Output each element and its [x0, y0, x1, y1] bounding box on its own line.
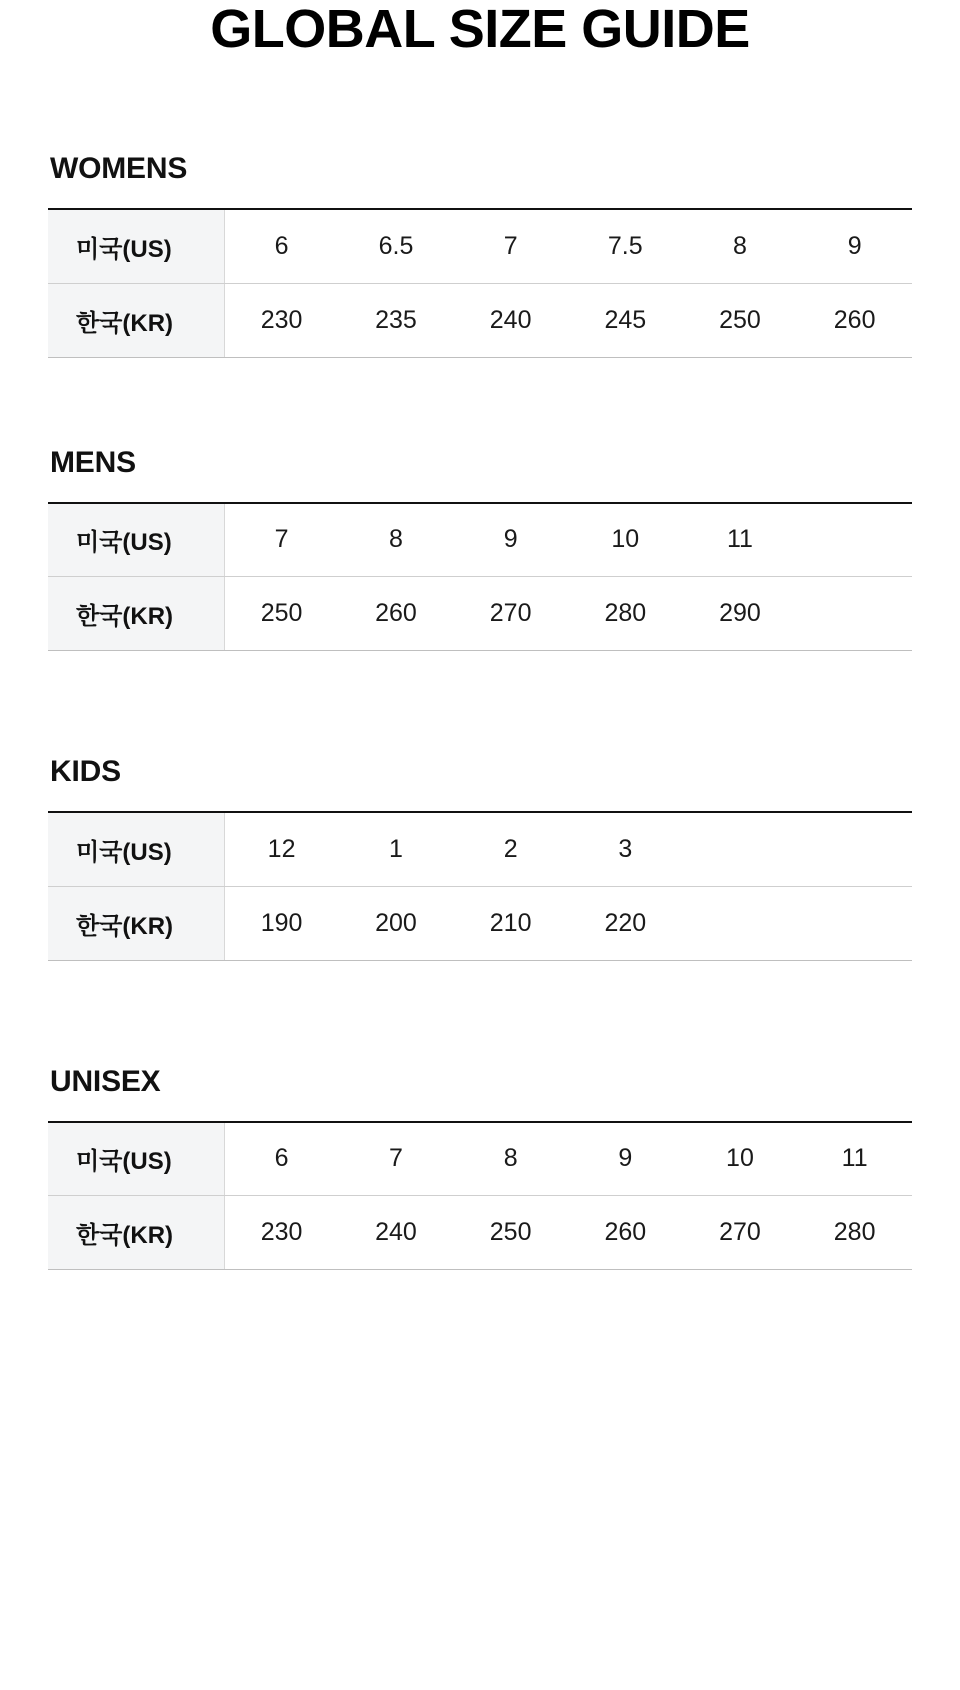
cell-value: 245 [568, 283, 683, 357]
cell-value: 2 [453, 812, 568, 886]
cell-value: 6 [224, 209, 339, 283]
table-row [48, 812, 912, 886]
cell-value: 11 [797, 1122, 912, 1196]
section-title-mens: MENS [50, 445, 136, 479]
title-spacer [48, 56, 912, 152]
row-label-us: 미국(US) [48, 1122, 224, 1196]
cell-value: 9 [568, 1122, 683, 1196]
cell-value [683, 886, 798, 960]
row-label-kr: 한국(KR) [48, 886, 224, 960]
size-table-kids [48, 811, 912, 961]
cell-value: 8 [453, 1122, 568, 1196]
row-label-us: 미국(US) [48, 812, 224, 886]
cell-value: 240 [453, 283, 568, 357]
cell-value: 290 [683, 577, 798, 651]
row-label-kr: 한국(KR) [48, 1196, 224, 1270]
cell-value: 7 [339, 1122, 454, 1196]
table-row [48, 577, 912, 651]
table-row [48, 886, 912, 960]
cell-value [797, 812, 912, 886]
cell-value: 240 [339, 1196, 454, 1270]
cell-value: 235 [339, 283, 454, 357]
cell-value: 7 [224, 503, 339, 577]
cell-value: 200 [339, 886, 454, 960]
cell-value: 260 [797, 283, 912, 357]
table-row [48, 503, 912, 577]
section-spacer [48, 358, 912, 446]
cell-value: 7 [453, 209, 568, 283]
cell-value: 270 [683, 1196, 798, 1270]
cell-value [683, 812, 798, 886]
section-mens [48, 446, 912, 652]
cell-value: 230 [224, 283, 339, 357]
cell-value: 6 [224, 1122, 339, 1196]
size-table-unisex [48, 1121, 912, 1271]
row-label-us: 미국(US) [48, 503, 224, 577]
cell-value: 10 [683, 1122, 798, 1196]
cell-value: 260 [339, 577, 454, 651]
cell-value: 260 [568, 1196, 683, 1270]
cell-value: 190 [224, 886, 339, 960]
cell-value: 10 [568, 503, 683, 577]
section-spacer [48, 961, 912, 1065]
cell-value: 250 [453, 1196, 568, 1270]
cell-value: 12 [224, 812, 339, 886]
section-title-kids: KIDS [50, 755, 121, 788]
row-label-us: 미국(US) [48, 209, 224, 283]
cell-value: 3 [568, 812, 683, 886]
section-title-unisex: UNISEX [50, 1064, 161, 1098]
table-row [48, 209, 912, 283]
row-label-kr: 한국(KR) [48, 283, 224, 357]
cell-value: 250 [683, 283, 798, 357]
cell-value: 270 [453, 577, 568, 651]
section-womens [48, 152, 912, 358]
cell-value: 7.5 [568, 209, 683, 283]
cell-value [797, 577, 912, 651]
cell-value: 9 [453, 503, 568, 577]
size-table-womens [48, 208, 912, 358]
cell-value [797, 503, 912, 577]
table-row [48, 283, 912, 357]
cell-value: 280 [568, 577, 683, 651]
section-kids [48, 755, 912, 961]
cell-value: 220 [568, 886, 683, 960]
section-title-womens: WOMENS [50, 152, 188, 185]
section-unisex [48, 1065, 912, 1271]
cell-value: 11 [683, 503, 798, 577]
cell-value: 8 [339, 503, 454, 577]
cell-value: 9 [797, 209, 912, 283]
section-spacer [48, 651, 912, 755]
table-row [48, 1122, 912, 1196]
page-title: GLOBAL SIZE GUIDE [210, 0, 750, 59]
cell-value: 8 [683, 209, 798, 283]
cell-value: 280 [797, 1196, 912, 1270]
cell-value [797, 886, 912, 960]
size-table-mens [48, 502, 912, 652]
cell-value: 1 [339, 812, 454, 886]
cell-value: 230 [224, 1196, 339, 1270]
row-label-kr: 한국(KR) [48, 577, 224, 651]
cell-value: 250 [224, 577, 339, 651]
table-row [48, 1196, 912, 1270]
cell-value: 6.5 [339, 209, 454, 283]
cell-value: 210 [453, 886, 568, 960]
